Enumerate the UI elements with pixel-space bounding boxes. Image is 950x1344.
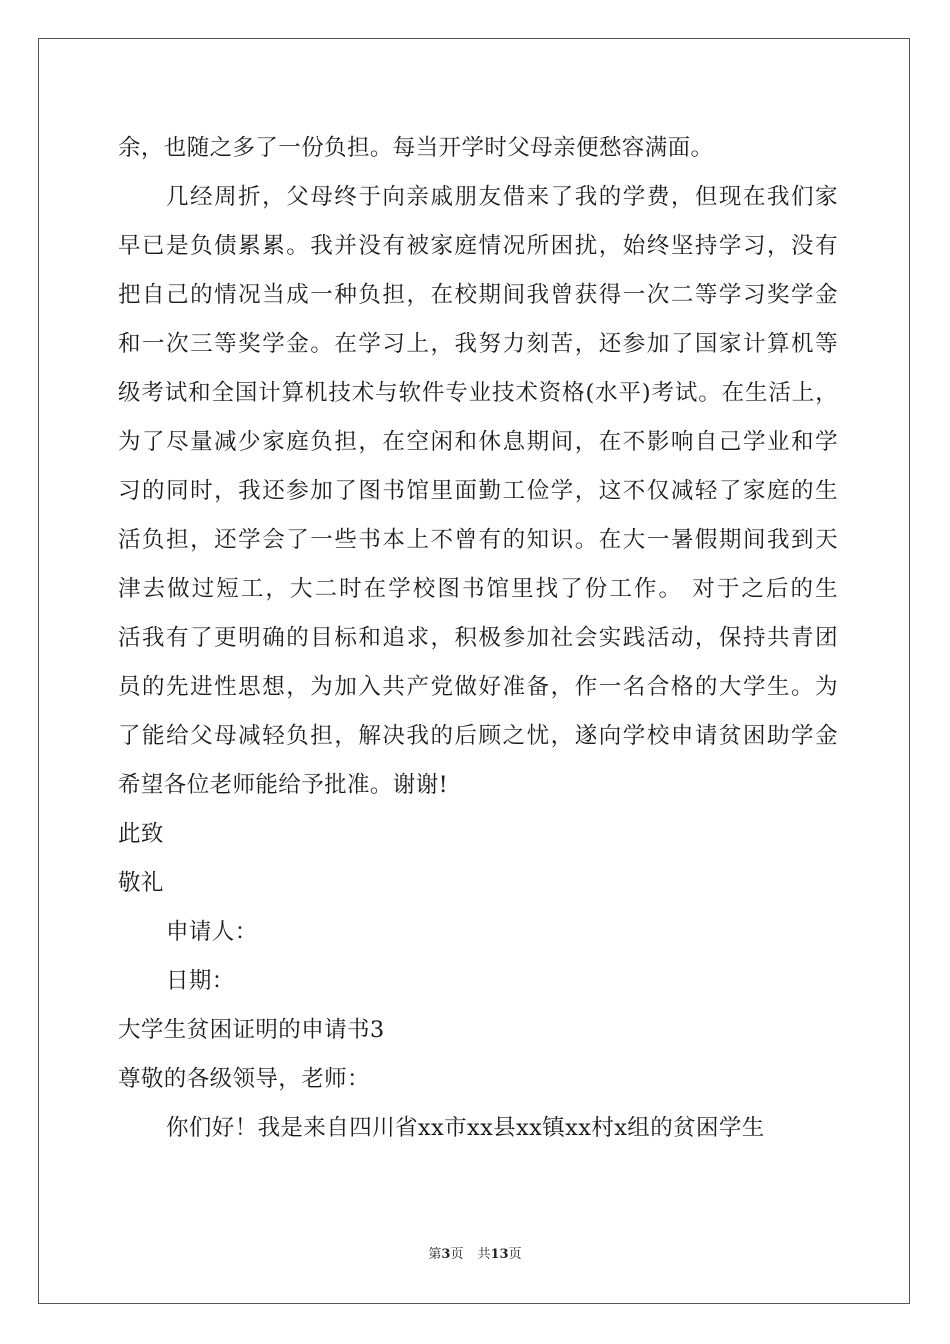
footer-page-prefix: 第: [428, 1247, 442, 1262]
footer-total-pages: 13: [490, 1247, 509, 1262]
footer-page-number: 3: [441, 1247, 451, 1262]
greeting-line: 尊敬的各级领导，老师：: [118, 1066, 370, 1092]
page-footer: [0, 1245, 950, 1265]
body-line-5: 和一次三等奖学金。在学习上，我努力刻苦，还参加了国家计算机等: [118, 331, 838, 357]
body-line-11: 活我有了更明确的目标和追求，积极参加社会实践活动，保持共青团: [118, 625, 838, 651]
body-line-13: 了能给父母减轻负担，解决我的后顾之忧，遂向学校申请贫困助学金: [118, 723, 838, 749]
salutation-jingli: 敬礼: [118, 870, 164, 896]
body-line-2: 几经周折，父母终于向亲戚朋友借来了我的学费，但现在我们家: [166, 184, 838, 210]
intro-line: 你们好！我是来自四川省xx市xx县xx镇xx村x组的贫困学生: [166, 1115, 765, 1141]
body-line-14: 希望各位老师能给予批准。谢谢!: [118, 772, 449, 798]
footer-page-suffix: 页: [450, 1247, 464, 1262]
body-line-4: 把自己的情况当成一种负担，在校期间我曾获得一次二等学习奖学金: [118, 282, 838, 308]
body-line-1: 余，也随之多了一份负担。每当开学时父母亲便愁容满面。: [118, 135, 714, 161]
salutation-zhizhi: 此致: [118, 821, 164, 847]
body-line-8: 习的同时，我还参加了图书馆里面勤工俭学，这不仅减轻了家庭的生: [118, 478, 838, 504]
body-line-9: 活负担，还学会了一些书本上不曾有的知识。在大一暑假期间我到天: [118, 527, 838, 553]
applicant-label: 申请人：: [166, 919, 258, 945]
section-title: 大学生贫困证明的申请书3: [118, 1017, 385, 1043]
date-label: 日期：: [166, 968, 235, 994]
body-line-3: 早已是负债累累。我并没有被家庭情况所困扰，始终坚持学习，没有: [118, 233, 838, 259]
footer-total-prefix: 共: [477, 1247, 491, 1262]
footer-total-suffix: 页: [508, 1247, 522, 1262]
document-body: [118, 124, 838, 1153]
body-line-7: 为了尽量减少家庭负担，在空闲和休息期间，在不影响自己学业和学: [118, 429, 838, 455]
body-line-12: 员的先进性思想，为加入共产党做好准备，作一名合格的大学生。为: [118, 674, 838, 700]
body-line-10: 津去做过短工，大二时在学校图书馆里找了份工作。 对于之后的生: [118, 576, 838, 602]
body-line-6: 级考试和全国计算机技术与软件专业技术资格(水平)考试。在生活上，: [118, 380, 838, 406]
